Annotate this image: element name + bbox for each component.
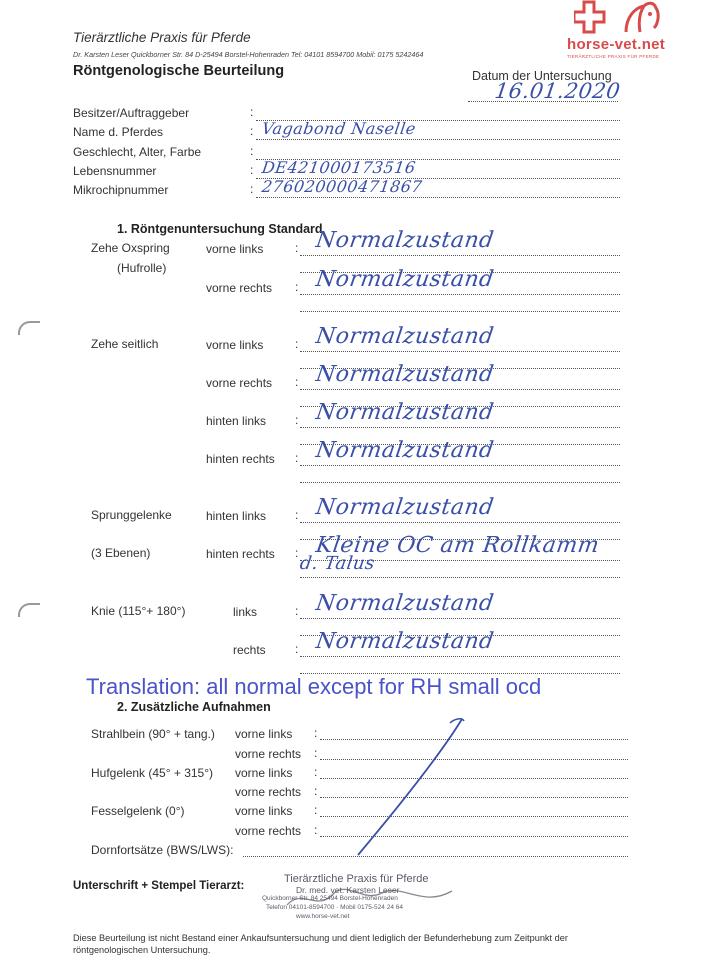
finding-value: Normalzustand (314, 495, 496, 520)
field-line (256, 197, 620, 198)
field-colon: : (314, 784, 318, 798)
finding-value: Normalzustand (314, 362, 496, 387)
view-label: vorne rechts (206, 281, 273, 295)
exam-group-sub: (3 Ebenen) (91, 546, 151, 560)
translation-note: Translation: all normal except for RH small ocd (86, 674, 542, 699)
finding-line (300, 294, 620, 295)
field-colon: : (295, 508, 299, 522)
field-colon: : (295, 337, 299, 351)
practice-name: Tierärztliche Praxis für Pferde (73, 30, 251, 45)
punch-hole (18, 603, 40, 617)
field-colon: : (295, 604, 299, 618)
footer-line1: Diese Beurteilung ist nicht Bestand einer Ankaufsuntersuchung und dient lediglich der Befunderhebung zum Zeitpunkt der (73, 933, 568, 943)
finding-line (300, 389, 620, 390)
extra-view-label: vorne links (235, 727, 293, 741)
owner-field-value: DE421000173516 (260, 158, 418, 177)
field-colon: : (295, 413, 299, 427)
field-line (256, 139, 620, 140)
footer-line2: röntgenologischen Untersuchung. (73, 945, 211, 955)
stamp-line: Telefon 04101-8594700 · Mobil 0175-524 24 64 (266, 904, 403, 911)
view-label: hinten rechts (206, 547, 275, 561)
logo-cross-horse-icon (574, 0, 674, 38)
section1-title: 1. Röntgenuntersuchung Standard (117, 222, 323, 236)
finding-value: Normalzustand (314, 629, 496, 654)
field-colon: : (250, 163, 254, 177)
finding-value-2: d. Talus (298, 553, 377, 574)
strike-through-line (350, 715, 470, 860)
field-colon: : (295, 375, 299, 389)
finding-value: Normalzustand (314, 267, 496, 292)
field-colon: : (250, 144, 254, 158)
finding-value: Normalzustand (314, 324, 496, 349)
extra-view-label: vorne rechts (235, 824, 302, 838)
punch-hole (18, 321, 40, 335)
field-colon: : (295, 280, 299, 294)
view-label: vorne rechts (206, 376, 273, 390)
field-colon: : (250, 105, 254, 119)
finding-value: Normalzustand (314, 228, 496, 253)
extra-group-name: Hufgelenk (45° + 315°) (91, 766, 214, 780)
field-colon: : (314, 803, 318, 817)
extra-view-label: vorne rechts (235, 785, 302, 799)
owner-field-value: Vagabond Naselle (260, 119, 418, 138)
finding-value: Normalzustand (314, 400, 496, 425)
view-label: links (233, 605, 258, 619)
owner-field-label: Besitzer/Auftraggeber (73, 106, 190, 120)
finding-line (300, 255, 620, 256)
exam-group-name: Knie (115°+ 180°) (91, 604, 186, 618)
logo-text: horse-vet.net (567, 36, 666, 53)
owner-field-label: Geschlecht, Alter, Farbe (73, 145, 202, 159)
finding-line (300, 465, 620, 466)
extra-view-label: vorne links (235, 804, 293, 818)
stamp-line: www.horse-vet.net (296, 913, 350, 920)
finding-line (300, 618, 620, 619)
stamp-line: Dr. med. vet. Karsten Leser (296, 885, 400, 895)
view-label: rechts (233, 643, 266, 657)
exam-group-name: Zehe Oxspring (91, 241, 170, 255)
finding-line (300, 577, 620, 578)
owner-field-value: 276020000471867 (260, 177, 424, 196)
date-label: Datum der Untersuchung (472, 69, 612, 83)
exam-group-name: Zehe seitlich (91, 337, 159, 351)
signature-label: Unterschrift + Stempel Tierarzt: (73, 880, 245, 892)
field-colon: : (250, 124, 254, 138)
finding-line (300, 522, 620, 523)
owner-field-label: Lebensnummer (73, 164, 157, 178)
field-colon: : (295, 241, 299, 255)
practice-address: Dr. Karsten Leser Quickborner Str. 84 D-25494 Borstel-Hohenraden Tel: 04101 8594700 Mobil: 0175 5242464 (73, 50, 424, 59)
field-colon: : (314, 823, 318, 837)
signature-scribble (282, 883, 462, 913)
finding-value: Kleine OC am Rollkamm (314, 533, 601, 558)
exam-group-name: Sprunggelenke (91, 508, 172, 522)
field-colon: : (295, 546, 299, 560)
logo-subtext: TIERÄRZTLICHE PRAXIS FÜR PFERDE (567, 54, 660, 59)
extra-view-label: vorne links (235, 766, 293, 780)
field-colon: : (314, 765, 318, 779)
finding-line (300, 656, 620, 657)
stamp-line: Quickborner Str. 84 25494 Borstel-Hohenraden (262, 895, 398, 902)
finding-line (300, 351, 620, 352)
exam-group-sub: (Hufrolle) (117, 261, 167, 275)
dornfortsaetze-label: Dornfortsätze (BWS/LWS): (91, 843, 234, 857)
owner-field-label: Name d. Pferdes (73, 125, 164, 139)
view-label: hinten links (206, 509, 267, 523)
date-value: 16.01.2020 (493, 79, 622, 103)
field-colon: : (295, 642, 299, 656)
extra-group-name: Fesselgelenk (0°) (91, 804, 185, 818)
finding-line (300, 311, 620, 312)
vet-stamp (262, 873, 472, 921)
finding-line (300, 482, 620, 483)
finding-value: Normalzustand (314, 438, 496, 463)
view-label: vorne links (206, 242, 264, 256)
view-label: vorne links (206, 338, 264, 352)
doc-title: Röntgenologische Beurteilung (73, 63, 285, 79)
field-colon: : (295, 451, 299, 465)
stamp-line: Tierärztliche Praxis für Pferde (284, 873, 429, 885)
section2-title: 2. Zusätzliche Aufnahmen (117, 700, 271, 714)
field-colon: : (314, 726, 318, 740)
view-label: hinten links (206, 414, 267, 428)
finding-line (300, 427, 620, 428)
extra-view-label: vorne rechts (235, 747, 302, 761)
extra-group-name: Strahlbein (90° + tang.) (91, 727, 215, 741)
field-colon: : (314, 746, 318, 760)
finding-value: Normalzustand (314, 591, 496, 616)
horse-vet-logo (574, 0, 674, 38)
view-label: hinten rechts (206, 452, 275, 466)
field-colon: : (250, 182, 254, 196)
owner-field-label: Mikrochipnummer (73, 183, 169, 197)
